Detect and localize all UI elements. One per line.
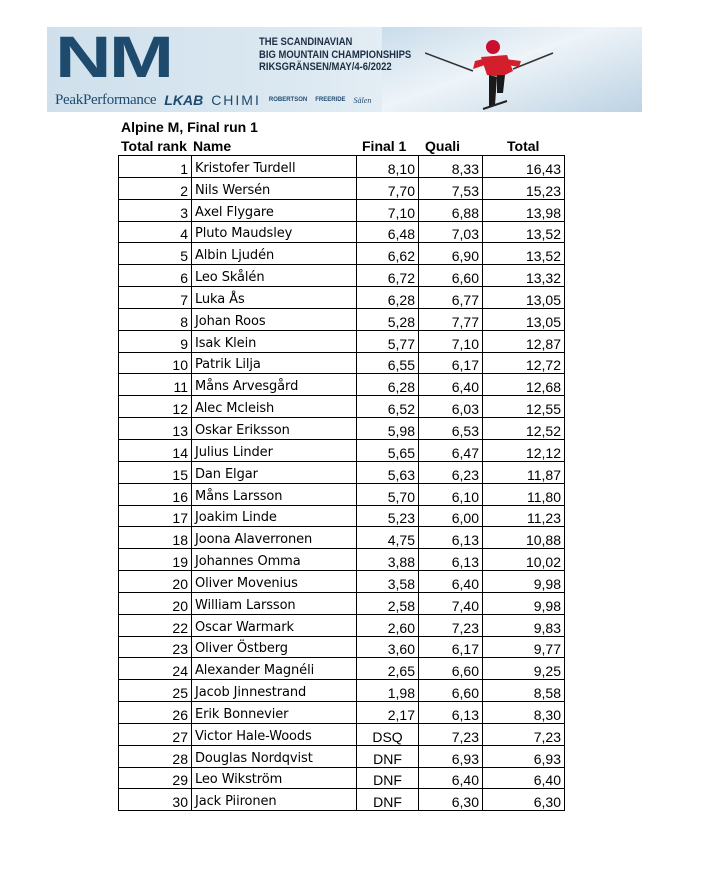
sponsor-peakperformance: PeakPerformance [55, 91, 157, 108]
table-row [119, 505, 565, 527]
final-cell: 3,60 [357, 636, 419, 658]
rank-cell: 30 [119, 789, 192, 811]
rank-cell: 19 [119, 549, 192, 571]
table-row [119, 702, 565, 724]
total-cell: 6,40 [483, 767, 565, 789]
final-cell: 5,70 [357, 483, 419, 505]
total-cell: 12,12 [483, 439, 565, 461]
rank-cell: 29 [119, 767, 192, 789]
quali-cell: 7,03 [419, 221, 483, 243]
sponsor-logos [55, 91, 371, 109]
quali-cell: 6,90 [419, 243, 483, 265]
name-cell: Johannes Omma [192, 549, 357, 571]
name-cell: Oliver Movenius [192, 571, 357, 593]
table-row [119, 265, 565, 287]
name-cell: Axel Flygare [192, 199, 357, 221]
final-cell: 6,55 [357, 352, 419, 374]
sponsor-freeride: FREERIDE [315, 97, 346, 103]
final-cell: DNF [357, 789, 419, 811]
total-cell: 15,23 [483, 177, 565, 199]
table-row [119, 789, 565, 811]
rank-cell: 11 [119, 374, 192, 396]
header-total-rank: Total rank [121, 138, 187, 154]
final-cell: 7,70 [357, 177, 419, 199]
total-cell: 11,80 [483, 483, 565, 505]
quali-cell: 7,77 [419, 308, 483, 330]
table-row [119, 658, 565, 680]
quali-cell: 6,60 [419, 680, 483, 702]
total-cell: 13,52 [483, 243, 565, 265]
final-cell: 6,48 [357, 221, 419, 243]
name-cell: Isak Klein [192, 330, 357, 352]
total-cell: 10,02 [483, 549, 565, 571]
total-cell: 9,98 [483, 571, 565, 593]
quali-cell: 6,40 [419, 571, 483, 593]
rank-cell: 22 [119, 614, 192, 636]
table-row [119, 308, 565, 330]
rank-cell: 17 [119, 505, 192, 527]
table-row [119, 287, 565, 309]
final-cell: DSQ [357, 723, 419, 745]
final-cell: 5,28 [357, 308, 419, 330]
quali-cell: 6,30 [419, 789, 483, 811]
results-title: Alpine M, Final run 1 [121, 119, 258, 135]
quali-cell: 6,88 [419, 199, 483, 221]
final-cell: DNF [357, 767, 419, 789]
quali-cell: 7,40 [419, 592, 483, 614]
quali-cell: 6,13 [419, 527, 483, 549]
name-cell: Patrik Lilja [192, 352, 357, 374]
total-cell: 12,72 [483, 352, 565, 374]
name-cell: Douglas Nordqvist [192, 745, 357, 767]
sponsor-chimi: CHIMI [211, 92, 261, 108]
rank-cell: 10 [119, 352, 192, 374]
total-cell: 10,88 [483, 527, 565, 549]
name-cell: Oscar Warmark [192, 614, 357, 636]
final-cell: 6,28 [357, 374, 419, 396]
quali-cell: 6,03 [419, 396, 483, 418]
name-cell: Måns Larsson [192, 483, 357, 505]
table-row [119, 243, 565, 265]
final-cell: 2,65 [357, 658, 419, 680]
final-cell: 5,63 [357, 461, 419, 483]
total-cell: 12,55 [483, 396, 565, 418]
name-cell: Jack Piironen [192, 789, 357, 811]
total-cell: 9,25 [483, 658, 565, 680]
total-cell: 13,98 [483, 199, 565, 221]
rank-cell: 25 [119, 680, 192, 702]
rank-cell: 26 [119, 702, 192, 724]
final-cell: 3,58 [357, 571, 419, 593]
final-cell: 6,62 [357, 243, 419, 265]
final-cell: 2,17 [357, 702, 419, 724]
final-cell: 6,28 [357, 287, 419, 309]
rank-cell: 12 [119, 396, 192, 418]
header-total: Total [507, 138, 540, 154]
table-row [119, 614, 565, 636]
rank-cell: 8 [119, 308, 192, 330]
name-cell: Joona Alaverronen [192, 527, 357, 549]
name-cell: Oliver Östberg [192, 636, 357, 658]
final-cell: 6,52 [357, 396, 419, 418]
rank-cell: 4 [119, 221, 192, 243]
results-body [119, 156, 565, 811]
table-row [119, 199, 565, 221]
header-final: Final 1 [362, 138, 407, 154]
quali-cell: 6,17 [419, 352, 483, 374]
rank-cell: 15 [119, 461, 192, 483]
sponsor-robertson: ROBERTSON [268, 97, 308, 103]
table-row [119, 418, 565, 440]
final-cell: 6,72 [357, 265, 419, 287]
total-cell: 11,23 [483, 505, 565, 527]
name-cell: Albin Ljudén [192, 243, 357, 265]
final-cell: 4,75 [357, 527, 419, 549]
final-cell: 2,58 [357, 592, 419, 614]
total-cell: 13,52 [483, 221, 565, 243]
table-row [119, 745, 565, 767]
name-cell: Pluto Maudsley [192, 221, 357, 243]
rank-cell: 20 [119, 571, 192, 593]
final-cell: 5,65 [357, 439, 419, 461]
name-cell: Måns Arvesgård [192, 374, 357, 396]
table-row [119, 177, 565, 199]
total-cell: 16,43 [483, 156, 565, 178]
final-cell: 5,98 [357, 418, 419, 440]
quali-cell: 6,00 [419, 505, 483, 527]
table-row [119, 767, 565, 789]
total-cell: 12,68 [483, 374, 565, 396]
name-cell: Julius Linder [192, 439, 357, 461]
name-cell: Luka Ås [192, 287, 357, 309]
total-cell: 8,30 [483, 702, 565, 724]
rank-cell: 2 [119, 177, 192, 199]
total-cell: 6,30 [483, 789, 565, 811]
table-row [119, 723, 565, 745]
total-cell: 9,77 [483, 636, 565, 658]
rank-cell: 27 [119, 723, 192, 745]
nm-logo: NM [55, 27, 172, 90]
table-row [119, 461, 565, 483]
banner-title-line: THE SCANDINAVIAN [259, 36, 353, 48]
name-cell: Leo Wikström [192, 767, 357, 789]
final-cell: 1,98 [357, 680, 419, 702]
quali-cell: 7,23 [419, 723, 483, 745]
final-cell: 8,10 [357, 156, 419, 178]
quali-cell: 6,17 [419, 636, 483, 658]
final-cell: 5,77 [357, 330, 419, 352]
quali-cell: 6,40 [419, 374, 483, 396]
quali-cell: 6,23 [419, 461, 483, 483]
table-row [119, 571, 565, 593]
sponsor-salen: Sälen [353, 95, 372, 105]
name-cell: Nils Wersén [192, 177, 357, 199]
name-cell: Erik Bonnevier [192, 702, 357, 724]
table-row [119, 439, 565, 461]
table-row [119, 527, 565, 549]
total-cell: 13,32 [483, 265, 565, 287]
rank-cell: 13 [119, 418, 192, 440]
name-cell: Leo Skålén [192, 265, 357, 287]
quali-cell: 6,13 [419, 549, 483, 571]
table-row [119, 680, 565, 702]
rank-cell: 5 [119, 243, 192, 265]
final-cell: 2,60 [357, 614, 419, 636]
header-name: Name [193, 138, 232, 154]
banner-title-line: BIG MOUNTAIN CHAMPIONSHIPS [259, 48, 412, 61]
total-cell: 8,58 [483, 680, 565, 702]
table-row [119, 592, 565, 614]
rank-cell: 14 [119, 439, 192, 461]
total-cell: 12,52 [483, 418, 565, 440]
final-cell: 7,10 [357, 199, 419, 221]
total-cell: 9,83 [483, 614, 565, 636]
quali-cell: 6,53 [419, 418, 483, 440]
name-cell: Kristofer Turdell [192, 156, 357, 178]
total-cell: 11,87 [483, 461, 565, 483]
table-row [119, 549, 565, 571]
quali-cell: 6,40 [419, 767, 483, 789]
rank-cell: 16 [119, 483, 192, 505]
final-cell: 5,23 [357, 505, 419, 527]
name-cell: Victor Hale-Woods [192, 723, 357, 745]
table-row [119, 330, 565, 352]
table-row [119, 221, 565, 243]
table-row [119, 352, 565, 374]
total-cell: 7,23 [483, 723, 565, 745]
rank-cell: 6 [119, 265, 192, 287]
rank-cell: 9 [119, 330, 192, 352]
name-cell: Oskar Eriksson [192, 418, 357, 440]
name-cell: Joakim Linde [192, 505, 357, 527]
total-cell: 6,93 [483, 745, 565, 767]
rank-cell: 20 [119, 592, 192, 614]
quali-cell: 6,60 [419, 265, 483, 287]
quali-cell: 6,77 [419, 287, 483, 309]
total-cell: 9,98 [483, 592, 565, 614]
rank-cell: 28 [119, 745, 192, 767]
total-cell: 13,05 [483, 308, 565, 330]
total-cell: 13,05 [483, 287, 565, 309]
name-cell: Johan Roos [192, 308, 357, 330]
banner-title-line: RIKSGRÄNSEN/MAY/4-6/2022 [259, 61, 392, 73]
header-quali: Quali [425, 138, 461, 154]
table-row [119, 374, 565, 396]
final-cell: 3,88 [357, 549, 419, 571]
final-cell: DNF [357, 745, 419, 767]
quali-cell: 7,23 [419, 614, 483, 636]
table-row [119, 636, 565, 658]
rank-cell: 3 [119, 199, 192, 221]
quali-cell: 6,13 [419, 702, 483, 724]
quali-cell: 7,10 [419, 330, 483, 352]
name-cell: Jacob Jinnestrand [192, 680, 357, 702]
skier-illustration [425, 31, 555, 111]
total-cell: 12,87 [483, 330, 565, 352]
quali-cell: 6,10 [419, 483, 483, 505]
quali-cell: 8,33 [419, 156, 483, 178]
table-row [119, 396, 565, 418]
quali-cell: 6,93 [419, 745, 483, 767]
sponsor-lkab: LKAB [164, 92, 204, 108]
rank-cell: 23 [119, 636, 192, 658]
results-table [118, 155, 565, 811]
rank-cell: 24 [119, 658, 192, 680]
rank-cell: 18 [119, 527, 192, 549]
name-cell: Dan Elgar [192, 461, 357, 483]
quali-cell: 6,60 [419, 658, 483, 680]
rank-cell: 7 [119, 287, 192, 309]
quali-cell: 6,47 [419, 439, 483, 461]
table-row [119, 483, 565, 505]
name-cell: Alec Mcleish [192, 396, 357, 418]
quali-cell: 7,53 [419, 177, 483, 199]
table-row [119, 156, 565, 178]
rank-cell: 1 [119, 156, 192, 178]
name-cell: Alexander Magnéli [192, 658, 357, 680]
event-banner [47, 27, 642, 112]
name-cell: William Larsson [192, 592, 357, 614]
